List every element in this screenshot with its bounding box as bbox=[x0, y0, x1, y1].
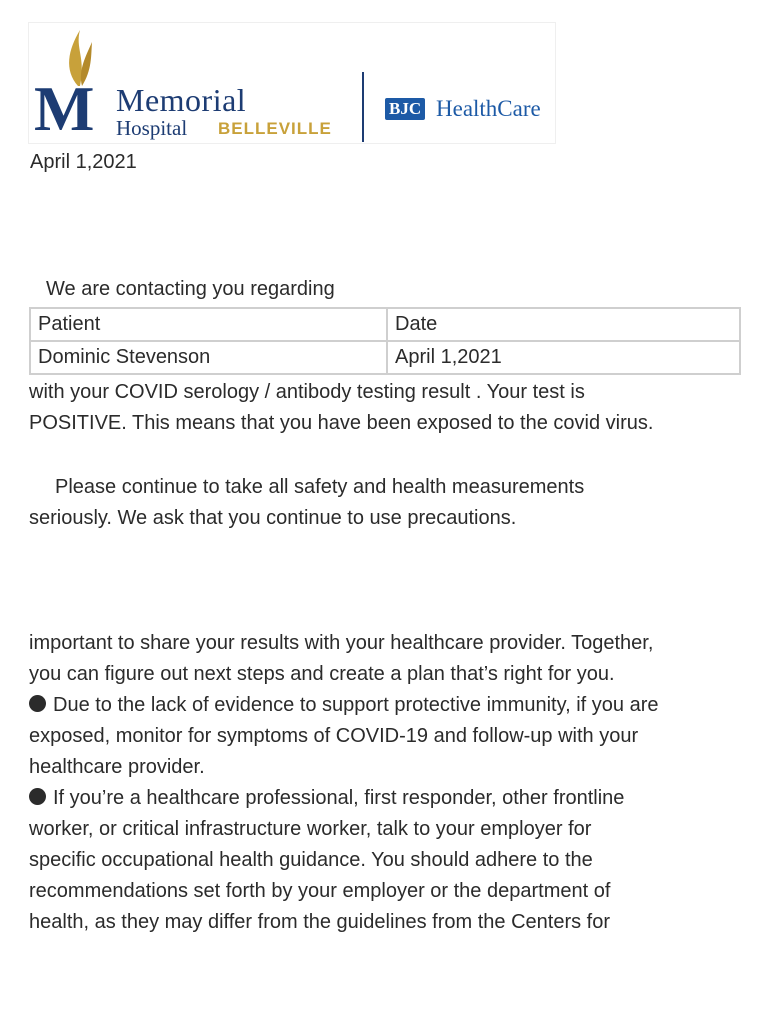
paragraph-line: health, as they may differ from the guidelines from the Centers for bbox=[29, 911, 611, 933]
logo-divider bbox=[362, 72, 364, 142]
precautions-paragraph bbox=[29, 472, 584, 534]
paragraph-line: exposed, monitor for symptoms of COVID-19 and follow-up with your bbox=[29, 725, 639, 747]
guidance-section bbox=[29, 628, 659, 938]
header-date: Date bbox=[387, 308, 740, 341]
paragraph-line: seriously. We ask that you continue to use precautions. bbox=[29, 507, 517, 529]
paragraph-line: you can figure out next steps and create a plan that’s right for you. bbox=[29, 663, 615, 685]
bjc-badge: BJC bbox=[385, 98, 425, 120]
logo-memorial: Memorial bbox=[116, 82, 247, 118]
paragraph-line: worker, or critical infrastructure worker, talk to your employer for bbox=[29, 818, 592, 840]
letter-date: April 1,2021 bbox=[30, 151, 137, 173]
table-row bbox=[30, 341, 740, 374]
bullet-icon bbox=[29, 695, 46, 712]
bullet-item-immunity bbox=[29, 690, 659, 721]
patient-table bbox=[29, 307, 741, 375]
header-patient: Patient bbox=[30, 308, 387, 341]
intro-line: We are contacting you regarding bbox=[46, 278, 335, 300]
paragraph-line: If you’re a healthcare professional, first responder, other frontline bbox=[53, 787, 625, 809]
logo-hospital: Hospital bbox=[116, 116, 188, 140]
bullet-item-frontline bbox=[29, 783, 659, 814]
bullet-icon bbox=[29, 788, 46, 805]
paragraph-line: Please continue to take all safety and health measurements bbox=[55, 476, 585, 498]
patient-name: Dominic Stevenson bbox=[30, 341, 387, 374]
paragraph-line: important to share your results with your healthcare provider. Together, bbox=[29, 632, 654, 654]
test-date: April 1,2021 bbox=[387, 341, 740, 374]
paragraph-line: with your COVID serology / antibody testing result . Your test is bbox=[29, 381, 585, 403]
logo-healthcare: HealthCare bbox=[436, 96, 541, 121]
paragraph-line: healthcare provider. bbox=[29, 756, 205, 778]
table-header-row bbox=[30, 308, 740, 341]
paragraph-line: specific occupational health guidance. You should adhere to the bbox=[29, 849, 593, 871]
logo-m-mark: M bbox=[34, 73, 95, 144]
paragraph-line: POSITIVE. This means that you have been exposed to the covid virus. bbox=[29, 412, 654, 434]
result-paragraph bbox=[29, 377, 653, 439]
logo-belleville: BELLEVILLE bbox=[218, 119, 332, 138]
paragraph-line: recommendations set forth by your employer or the department of bbox=[29, 880, 611, 902]
paragraph-line: Due to the lack of evidence to support protective immunity, if you are bbox=[53, 694, 659, 716]
